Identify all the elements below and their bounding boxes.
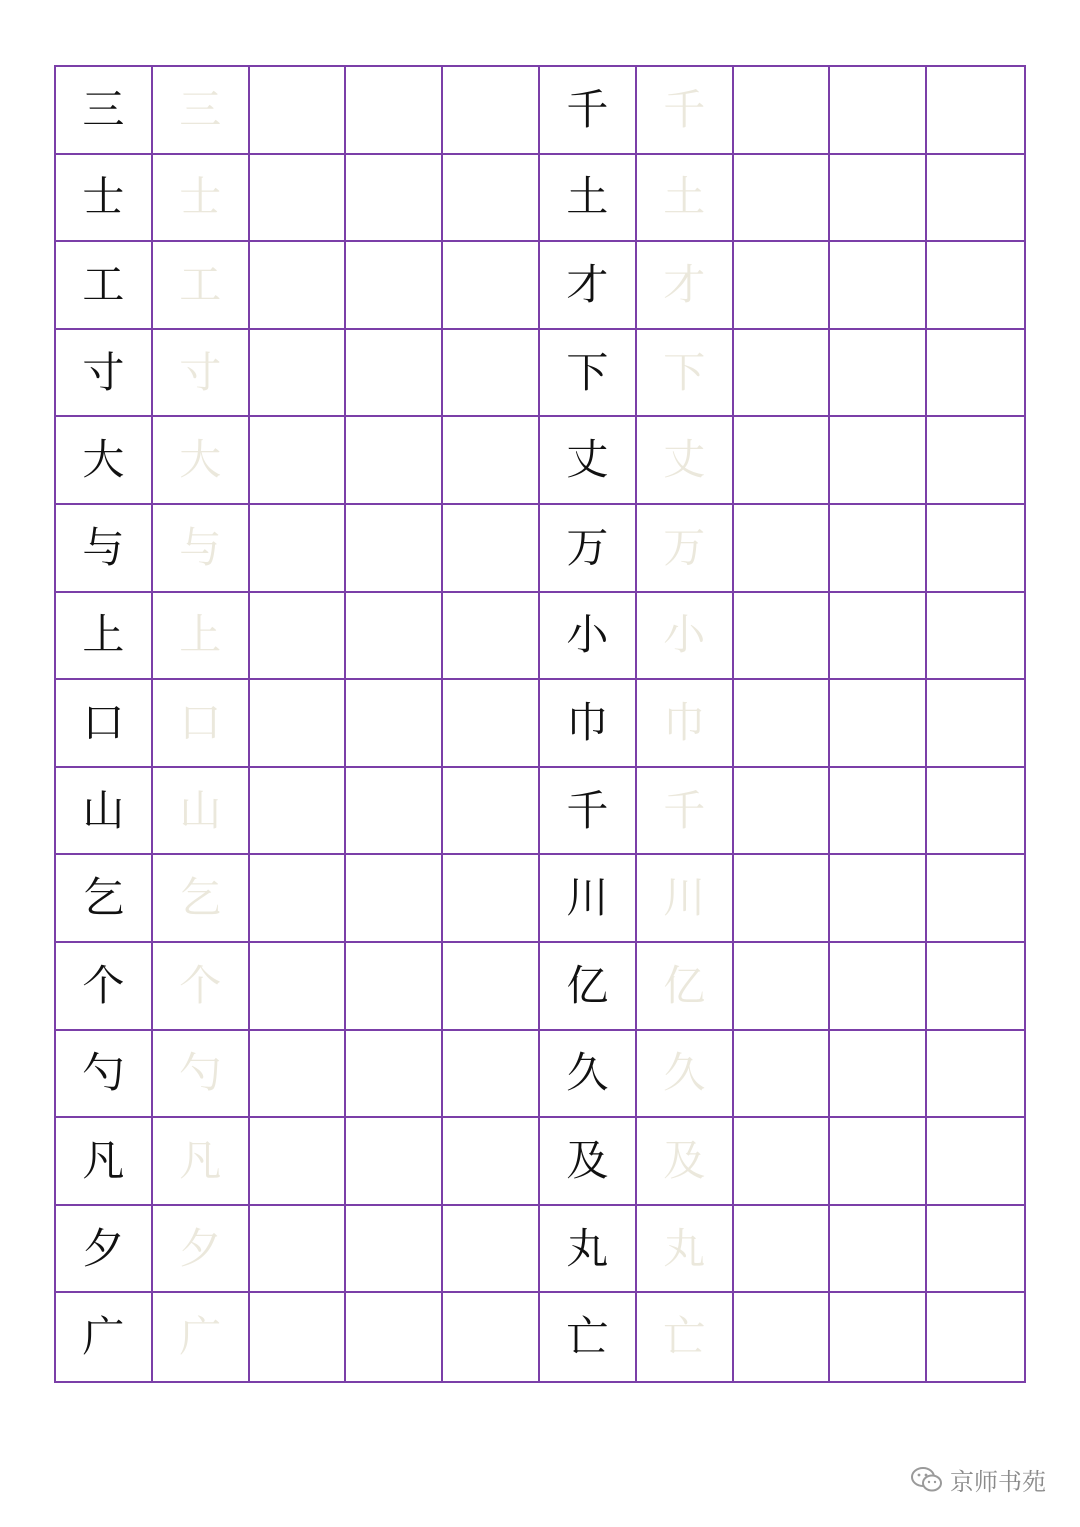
empty-practice-cell [830,1118,927,1206]
empty-practice-cell [927,1293,1024,1381]
empty-practice-cell [346,855,443,943]
empty-practice-cell [927,67,1024,155]
trace-character: 凡 [153,1118,250,1206]
empty-practice-cell [830,417,927,505]
empty-practice-cell [346,1206,443,1294]
empty-practice-cell [734,417,831,505]
empty-practice-cell [346,680,443,768]
empty-practice-cell [927,1206,1024,1294]
model-character: 山 [56,768,153,856]
empty-practice-cell [927,330,1024,418]
empty-practice-cell [346,505,443,593]
trace-character: 寸 [153,330,250,418]
trace-character: 工 [153,242,250,330]
empty-practice-cell [734,67,831,155]
model-character: 勺 [56,1031,153,1119]
empty-practice-cell [927,593,1024,681]
trace-character: 与 [153,505,250,593]
trace-character: 大 [153,417,250,505]
empty-practice-cell [346,1293,443,1381]
model-character: 工 [56,242,153,330]
empty-practice-cell [250,1031,347,1119]
empty-practice-cell [830,155,927,243]
empty-practice-cell [443,505,540,593]
empty-practice-cell [734,155,831,243]
empty-practice-cell [443,1031,540,1119]
empty-practice-cell [830,1031,927,1119]
empty-practice-cell [734,593,831,681]
empty-practice-cell [250,943,347,1031]
model-character: 土 [540,155,637,243]
empty-practice-cell [830,1293,927,1381]
trace-character: 及 [637,1118,734,1206]
empty-practice-cell [443,768,540,856]
trace-character: 下 [637,330,734,418]
empty-practice-cell [443,1293,540,1381]
empty-practice-cell [443,1206,540,1294]
empty-practice-cell [346,242,443,330]
model-character: 广 [56,1293,153,1381]
trace-character: 士 [153,155,250,243]
empty-practice-cell [734,505,831,593]
empty-practice-cell [346,1031,443,1119]
trace-character: 亿 [637,943,734,1031]
empty-practice-cell [346,155,443,243]
empty-practice-cell [927,417,1024,505]
trace-character: 三 [153,67,250,155]
trace-character: 口 [153,680,250,768]
empty-practice-cell [346,417,443,505]
empty-practice-cell [734,1031,831,1119]
empty-practice-cell [830,768,927,856]
model-character: 寸 [56,330,153,418]
empty-practice-cell [734,680,831,768]
empty-practice-cell [443,67,540,155]
empty-practice-cell [250,1293,347,1381]
model-character: 凡 [56,1118,153,1206]
trace-character: 久 [637,1031,734,1119]
model-character: 个 [56,943,153,1031]
empty-practice-cell [830,505,927,593]
empty-practice-cell [830,67,927,155]
empty-practice-cell [250,768,347,856]
empty-practice-cell [346,768,443,856]
empty-practice-cell [830,1206,927,1294]
watermark [910,1462,1046,1497]
empty-practice-cell [346,67,443,155]
model-character: 乞 [56,855,153,943]
model-character: 小 [540,593,637,681]
model-character: 亡 [540,1293,637,1381]
trace-character: 夕 [153,1206,250,1294]
empty-practice-cell [346,1118,443,1206]
model-character: 千 [540,67,637,155]
empty-practice-cell [250,242,347,330]
empty-practice-cell [443,330,540,418]
empty-practice-cell [927,505,1024,593]
model-character: 夕 [56,1206,153,1294]
empty-practice-cell [443,155,540,243]
empty-practice-cell [830,242,927,330]
model-character: 口 [56,680,153,768]
empty-practice-cell [250,855,347,943]
empty-practice-cell [734,943,831,1031]
trace-character: 千 [637,67,734,155]
model-character: 及 [540,1118,637,1206]
empty-practice-cell [250,67,347,155]
empty-practice-cell [830,943,927,1031]
wechat-icon [910,1466,944,1494]
model-character: 巾 [540,680,637,768]
trace-character: 巾 [637,680,734,768]
trace-character: 亡 [637,1293,734,1381]
trace-character: 上 [153,593,250,681]
empty-practice-cell [830,330,927,418]
empty-practice-cell [250,417,347,505]
model-character: 三 [56,67,153,155]
empty-practice-cell [927,155,1024,243]
trace-character: 山 [153,768,250,856]
empty-practice-cell [443,417,540,505]
empty-practice-cell [734,242,831,330]
empty-practice-cell [250,1118,347,1206]
model-character: 丸 [540,1206,637,1294]
trace-character: 万 [637,505,734,593]
empty-practice-cell [346,330,443,418]
trace-character: 个 [153,943,250,1031]
empty-practice-cell [830,680,927,768]
empty-practice-cell [443,855,540,943]
trace-character: 川 [637,855,734,943]
practice-grid [54,65,1026,1383]
empty-practice-cell [346,943,443,1031]
model-character: 亿 [540,943,637,1031]
trace-character: 小 [637,593,734,681]
trace-character: 土 [637,155,734,243]
model-character: 下 [540,330,637,418]
empty-practice-cell [927,1118,1024,1206]
model-character: 与 [56,505,153,593]
trace-character: 丸 [637,1206,734,1294]
empty-practice-cell [250,330,347,418]
empty-practice-cell [250,680,347,768]
trace-character: 千 [637,768,734,856]
empty-practice-cell [250,505,347,593]
model-character: 大 [56,417,153,505]
watermark-text: 京师书苑 [950,1468,1046,1496]
empty-practice-cell [927,768,1024,856]
empty-practice-cell [443,1118,540,1206]
empty-practice-cell [927,680,1024,768]
model-character: 久 [540,1031,637,1119]
empty-practice-cell [443,943,540,1031]
model-character: 士 [56,155,153,243]
trace-character: 丈 [637,417,734,505]
empty-practice-cell [927,242,1024,330]
model-character: 上 [56,593,153,681]
trace-character: 广 [153,1293,250,1381]
empty-practice-cell [830,855,927,943]
model-character: 万 [540,505,637,593]
empty-practice-cell [734,1206,831,1294]
trace-character: 勺 [153,1031,250,1119]
empty-practice-cell [734,330,831,418]
empty-practice-cell [734,855,831,943]
model-character: 川 [540,855,637,943]
empty-practice-cell [250,593,347,681]
empty-practice-cell [346,593,443,681]
empty-practice-cell [927,1031,1024,1119]
empty-practice-cell [250,155,347,243]
trace-character: 才 [637,242,734,330]
model-character: 才 [540,242,637,330]
empty-practice-cell [734,768,831,856]
empty-practice-cell [443,680,540,768]
empty-practice-cell [734,1118,831,1206]
trace-character: 乞 [153,855,250,943]
empty-practice-cell [927,855,1024,943]
empty-practice-cell [443,242,540,330]
empty-practice-cell [250,1206,347,1294]
empty-practice-cell [927,943,1024,1031]
model-character: 丈 [540,417,637,505]
empty-practice-cell [443,593,540,681]
empty-practice-cell [830,593,927,681]
model-character: 千 [540,768,637,856]
empty-practice-cell [734,1293,831,1381]
